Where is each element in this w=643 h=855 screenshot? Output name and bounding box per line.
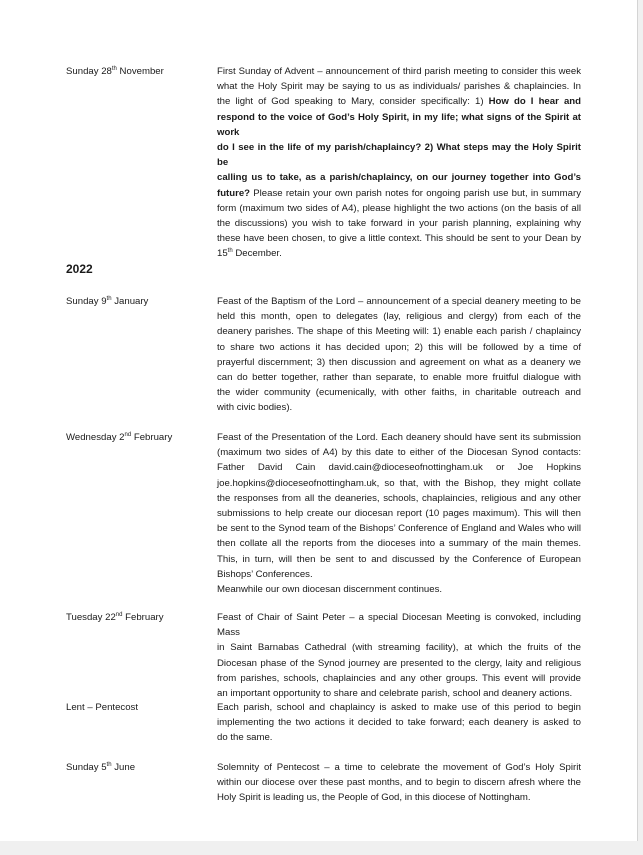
entry-date: Lent – Pentecost <box>66 702 139 713</box>
entry-description: Feast of the Presentation of the Lord. Each deanery should have sent its submission (maximum two sides of A4) by this date to either of the Diocesan Synod contacts: Father David Cain david.cain@dioceseofnottingham.uk or Joe Hopkins joe.hopkins@dioceseofnottingham.uk, so that, with the Bishop, they might collate the responses from all the deaneries, schools, chaplaincies, religious and any other submissions to help create our diocesan report (10 pages maximum). This will then be sent to the Synod team of the Bishops’ Conference of England and Wales who will then collate all the reports from the dioceses into a summary of the main themes. This, in turn, will then be sent to and discussed by the Conference of European Bishops’ Conferences. Meanwhile our own diocesan discernment continues. <box>217 432 581 596</box>
entry-description: Each parish, school and chaplaincy is asked to make use of this period to begin implementing the two actions it decided to take forward; each deanery is asked to do the same. <box>217 702 581 744</box>
entry-description: First Sunday of Advent – announcement of third parish meeting to consider this week what the Holy Spirit may be saying to us as individuals/ parishes & chaplaincies. In the light of God speaking to Mary, consider specifically: 1) How do I hear and respond to the voice of God’s Holy Spirit, in my life; what signs of the Spirit at work do I see in the life of my parish/chaplaincy? 2) What steps may the Holy Spirit be calling us to take, as a parish/chaplaincy, on our journey together into God’s future? Please retain your own parish notes for ongoing parish use but, in summary form (maximum two sides of A4), please highlight the two actions (on the basis of all the discussions) you wish to take forward in your parish planning, explaining why these have been chosen, to give a little context. This should be sent to your Dean by 15th December. <box>217 66 581 260</box>
entry-description: Solemnity of Pentecost – a time to celebrate the movement of God’s Holy Spirit within our diocese over these past months, and to begin to discern afresh where the Holy Spirit is leading us, the People of God, in this diocese of Nottingham. <box>217 762 581 804</box>
entry-date: Tuesday 22nd February <box>66 611 164 623</box>
entry-date: Wednesday 2nd February <box>66 431 173 443</box>
entry-description: Feast of Chair of Saint Peter – a special Diocesan Meeting is convoked, including Mass in Saint Barnabas Cathedral (with streaming facility), at which the fruits of the Diocesan phase of the Synod journey are presented to the clergy, laity and religious from parishes, schools, chaplaincies and any other groups. This event will provide an important opportunity to share and celebrate parish, school and deanery actions. <box>217 612 581 700</box>
entry-date: Sunday 28th November <box>66 65 164 77</box>
entry-date: Sunday 9th January <box>66 295 149 307</box>
entry-date: Sunday 5th June <box>66 761 136 773</box>
page-gap <box>0 841 643 855</box>
entry-description: Feast of the Baptism of the Lord – announcement of a special deanery meeting to be held this month, open to delegates (lay, religious and clergy) from each of the deanery parishes. The shape of this Meeting will: 1) enable each parish / chaplaincy to share two actions it has decided upon; 2) this will be followed by a time of prayerful discernment; 3) then discussion and agreement on what as a deanery we can do better together, rather than separate, to enable more fruitful dialogue with the wider community (ecumenically, with other faiths, in charitable outreach and with civic bodies). <box>217 296 581 414</box>
year-heading: 2022 <box>66 262 93 276</box>
